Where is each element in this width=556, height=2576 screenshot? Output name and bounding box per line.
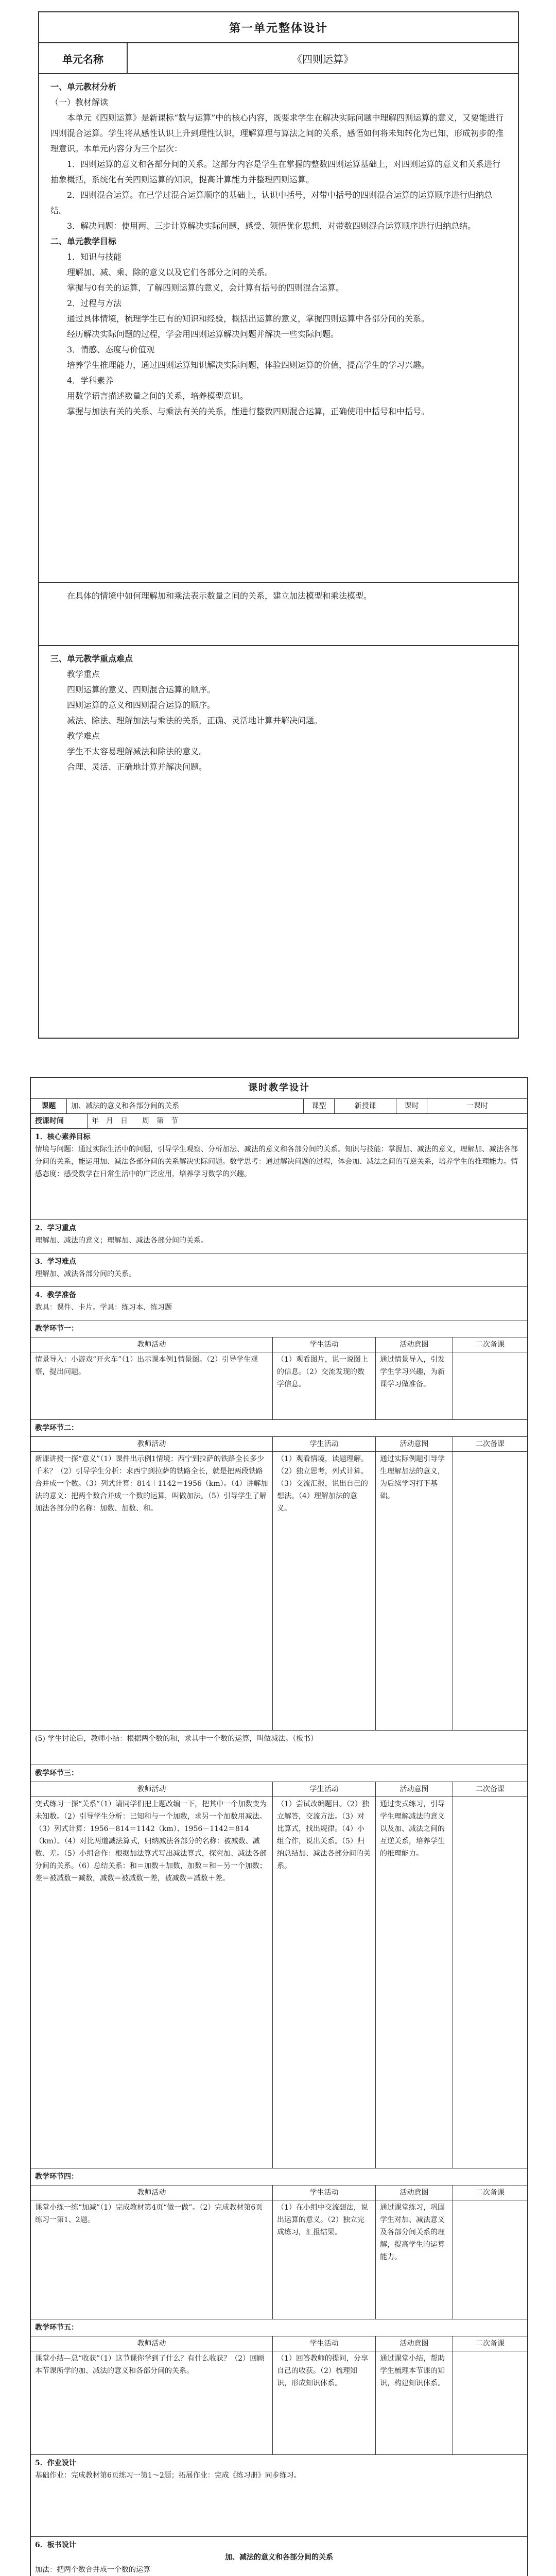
lesson-title: 课时教学设计: [31, 1078, 527, 1099]
lesson-design-table: [30, 1077, 528, 2576]
key-block: [31, 1220, 527, 1253]
stage5-revise: [453, 2351, 527, 2454]
key-2: 四则运算的意义和四则混合运算的顺序。: [67, 700, 216, 710]
board-block: [31, 2537, 527, 2576]
stage2-row: [31, 1452, 527, 1731]
analysis-p4: 3．解决问题：使用两、三步计算解决实际问题，感受、领悟优化思想，对带数四则混合运算顺序进行归纳总结。: [67, 221, 476, 231]
col-student-3: 学生活动: [273, 1782, 376, 1797]
col-intent-5: 活动意图: [376, 2336, 453, 2351]
col-revise-4: 二次备课: [476, 2189, 505, 2197]
unit-name-row: [39, 43, 518, 74]
board-line-1: 加法：把两个数合并成一个数的运算: [35, 2566, 150, 2574]
stage4-student: （1）在小组中交流想法，说出运算的意义。（2）独立完成练习，汇报结果。: [273, 2200, 376, 2319]
unit-design-table: [38, 11, 519, 1039]
goal-2b: 经历解决实际问题的过程，学会用四则运算解决问题并解决一些实际问题。: [67, 329, 339, 339]
stage1-intent: 通过情景导入，引发学生学习兴趣，为新课学习做准备。: [376, 1352, 453, 1419]
type-value: 新授课: [335, 1099, 396, 1113]
time-label: 授课时间: [31, 1114, 88, 1128]
goals-heading: 二、单元教学目标: [50, 236, 117, 246]
stage3-header-row: [31, 1782, 527, 1797]
stage5-heading: 教学环节五：: [31, 2319, 527, 2336]
situation-text: 在具体的情境中如何理解加和乘法表示数量之间的关系，建立加法模型和乘法模型。: [67, 591, 372, 601]
prep-heading: 4．教学准备: [35, 1291, 76, 1299]
unit-title: 第一单元整体设计: [39, 12, 518, 43]
stage3-row: [31, 1797, 527, 2168]
core-goal-text: 情境与问题：通过实际生活中的问题，引导学生观察、分析加法、减法的意义和各部分间的关系。知识与技能：掌握加、减法的意义，理解加、减法各部分间的关系，能运用加、减法各部分间的关系解决实际问题。数学思考：通过解决问题的过程，体会加、减法之间的互逆关系，培养学生的推理能力。情感态度：感受数学在日常生活中的广泛应用，培养学习数学的兴趣。: [35, 1145, 518, 1178]
key-heading: 2．学习重点: [35, 1224, 76, 1232]
unit-name-value: 《四则运算》: [292, 53, 354, 65]
stage3-heading: 教学环节三：: [31, 1765, 527, 1782]
prep-text: 教具：课件、卡片。学具：练习本、练习题: [35, 1303, 172, 1312]
core-goal-block: [31, 1129, 527, 1220]
analysis-p3: 2．四则混合运算。在已学过混合运算顺序的基础上，认识中括号，对带中括号的四则混合运算的运算顺序进行归纳总结。: [50, 190, 493, 215]
unit-analysis-section: [39, 74, 518, 583]
col-student-5: 学生活动: [273, 2336, 376, 2351]
stage2-heading: 教学环节二：: [31, 1420, 527, 1437]
stage3-revise: [453, 1797, 527, 2168]
col-intent: 活动意图: [376, 1337, 453, 1352]
col-intent-4: 活动意图: [376, 2185, 453, 2200]
homework-heading: 5．作业设计: [35, 2459, 76, 2467]
difficulty-heading: 3．学习难点: [35, 1258, 76, 1266]
stage5-teacher: 课堂小结—总“收获”（1）这节课你学到了什么？有什么收获？（2）回顾本节课所学的加、减法的意义和各部分间的关系。: [31, 2351, 273, 2454]
col-teacher-2: 教师活动: [31, 1437, 273, 1451]
goal-2a: 通过具体情境，梳理学生已有的知识和经验，概括出运算的意义，掌握四则运算中各部分间的关系。: [67, 314, 430, 324]
key-3: 减法、除法、理解加法与乘法的关系，正确、灵活地计算并解决问题。: [67, 716, 323, 725]
analysis-p2: 1．四则运算的意义和各部分间的关系。这部分内容是学生在掌握的整数四则运算基础上，对四则运算的意义和关系进行抽象概括，系统化有关四则运算的知识，提高计算能力并整理四则运算。: [50, 159, 501, 184]
col-intent-3: 活动意图: [376, 1782, 453, 1797]
col-intent-2: 活动意图: [376, 1437, 453, 1451]
analysis-heading: 一、单元教材分析: [50, 82, 117, 92]
time-value: 年 月 日 周 第 节: [92, 1117, 178, 1125]
stage5-student: （1）回答教师的提问，分享自己的收获。（2）梳理知识，形成知识体系。: [273, 2351, 376, 2454]
goal-1: 1．知识与技能: [67, 252, 122, 262]
stage1-revise: [453, 1352, 527, 1419]
lesson-time-row: [31, 1114, 527, 1129]
keypoints-heading: 三、单元教学重点难点: [50, 654, 133, 664]
stage1-teacher: 情景导入：小游戏“开火车”（1）出示课本例1情景图。（2）引导学生观察，提出问题。: [31, 1352, 273, 1419]
stage2-student: （1）观看情境，读题理解。（2）独立思考，列式计算。（3）交流汇报，说出自己的想法。（4）理解加法的意义。: [273, 1452, 376, 1730]
stage1-student: （1）观看图片，说一说图上的信息。（2）交流发现的数学信息。: [273, 1352, 376, 1419]
key-text: 理解加、减法的意义；理解加、减法各部分间的关系。: [35, 1236, 208, 1245]
stage3-intent: 通过变式练习，引导学生理解减法的意义以及加、减法之间的互逆关系，培养学生的推理能力。: [376, 1797, 453, 2168]
unit-situation-section: [39, 583, 518, 646]
col-student-4: 学生活动: [273, 2185, 376, 2200]
col-revise-2: 二次备课: [476, 1440, 505, 1448]
goal-2: 2．过程与方法: [67, 298, 122, 308]
stage1-heading: 教学环节一：: [31, 1320, 527, 1337]
stage2-teacher: 新课讲授一探“意义”（1）课件出示例1情境：西宁到拉萨的铁路全长多少千米？（2）引导学生分析：求西宁到拉萨的铁路全长，就是把两段铁路合并成一个数。（3）列式计算：814＋1142＝1956（km）。（4）讲解加法的意义：把两个数合并成一个数的运算，叫做加法。（5）引导学生了解加法各部分的名称：加数、加数、和。: [31, 1452, 273, 1730]
col-student-2: 学生活动: [273, 1437, 376, 1451]
stage2-intent: 通过实际例题引导学生理解加法的意义，为后续学习打下基础。: [376, 1452, 453, 1730]
stage4-heading: 教学环节四：: [31, 2168, 527, 2185]
col-teacher-5: 教师活动: [31, 2336, 273, 2351]
stage4-revise: [453, 2200, 527, 2319]
col-teacher-4: 教师活动: [31, 2185, 273, 2200]
goal-3a: 培养学生推理能力，通过四则运算知识解决实际问题，体验四则运算的价值，提高学生的学习兴趣。: [67, 360, 430, 370]
analysis-p1: 本单元《四则运算》是新课标“数与运算”中的核心内容，既要求学生在解决实际问题中理解四则运算的意义，又要能进行四则混合运算。学生将从感性认识上升到理性认识，理解算理与算法之间的关系，感悟如何将未知转化为已知，形成初步的推理意识。本单元内容分为三个层次：: [50, 113, 504, 154]
board-heading: 6．板书设计: [35, 2541, 76, 2549]
stage5-row: [31, 2351, 527, 2455]
key-label: 教学重点: [67, 669, 100, 679]
stage5-header-row: [31, 2336, 527, 2351]
stage3-student: （1）尝试改编题目。（2）独立解答，交流方法。（3）对比算式，找出规律。（4）小组合作，说出关系。（5）归纳总结加、减法各部分间的关系。: [273, 1797, 376, 2168]
analysis-sub1: （一）教材解读: [50, 97, 109, 107]
stage3-teacher: 变式练习一探“关系”（1）请同学们把上题改编一下，把其中一个加数变为未知数。（2）引导学生分析：已知和与一个加数，求另一个加数用减法。（3）列式计算：1956－814＝1142（km）、1956－1142＝814（km）。（4）对比两道减法算式，归纳减法各部分的名称：被减数、减数、差。（5）小组合作：根据加法算式写出减法算式，探究加、减法各部分间的关系。（6）总结关系：和＝加数＋加数，加数＝和－另一个加数；差＝被减数－减数，减数＝被减数－差，被减数＝减数＋差。: [31, 1797, 273, 2168]
goal-4a: 用数学语言描述数量之间的关系，培养模型意识。: [67, 391, 249, 401]
key-1: 四则运算的意义、四则混合运算的顺序。: [67, 685, 216, 694]
goal-1b: 掌握与0有关的运算，了解四则运算的意义，会计算有括号的四则混合运算。: [67, 283, 344, 293]
goal-1a: 理解加、减、乘、除的意义以及它们各部分之间的关系。: [67, 267, 273, 277]
difficulty-label: 教学难点: [67, 731, 100, 741]
goal-4b: 掌握与加法有关的关系、与乘法有关的关系，能进行整数四则混合运算，正确使用中括号和中括号。: [67, 406, 430, 416]
col-revise-3: 二次备课: [476, 1785, 505, 1793]
stage4-header-row: [31, 2185, 527, 2200]
col-revise: 二次备课: [476, 1341, 505, 1349]
col-revise-5: 二次备课: [476, 2340, 505, 2348]
lesson-topic-row: [31, 1099, 527, 1114]
stage1-header-row: [31, 1337, 527, 1352]
topic-value: 加、减法的意义和各部分间的关系: [67, 1099, 304, 1113]
period-value: 一课时: [466, 1102, 488, 1110]
period-label: 课时: [396, 1099, 427, 1113]
stage4-intent: 通过课堂练习，巩固学生对加、减法意义及各部分间关系的理解，提高学生的运算能力。: [376, 2200, 453, 2319]
homework-text: 基础作业：完成教材第6页练习一第1～2题；拓展作业：完成《练习册》同步练习。: [35, 2471, 301, 2480]
difficulty-1: 学生不太容易理解减法和除法的意义。: [67, 747, 207, 756]
difficulty-block: [31, 1253, 527, 1287]
core-goal-heading: 1．核心素养目标: [35, 1133, 91, 1141]
topic-label: 课题: [31, 1099, 67, 1113]
prep-block: [31, 1287, 527, 1320]
difficulty-text: 理解加、减法各部分间的关系。: [35, 1270, 136, 1278]
stage2-header-row: [31, 1437, 527, 1452]
difficulty-2: 合理、灵活、正确地计算并解决问题。: [67, 762, 207, 772]
stage2-summary: (5) 学生讨论后，教师小结：根据两个数的和，求其中一个数的运算，叫做减法。（板书）: [31, 1731, 527, 1765]
stage5-intent: 通过课堂小结，帮助学生梳理本节课的知识，构建知识体系。: [376, 2351, 453, 2454]
board-title: 加、减法的意义和各部分间的关系: [225, 2553, 333, 2562]
goal-3: 3．情感、态度与价值观: [67, 345, 155, 354]
homework-block: [31, 2455, 527, 2537]
unit-name-label: 单元名称: [39, 43, 128, 73]
unit-keypoints-section: [39, 646, 518, 1038]
stage1-row: [31, 1352, 527, 1420]
stage4-teacher: 课堂小练一练“加减”（1）完成教材第4页“做一做”。（2）完成教材第6页练习一第1、2题。: [31, 2200, 273, 2319]
col-teacher-3: 教师活动: [31, 1782, 273, 1797]
col-teacher: 教师活动: [31, 1337, 273, 1352]
stage2-revise: [453, 1452, 527, 1730]
goal-4: 4．学科素养: [67, 376, 114, 385]
col-student: 学生活动: [273, 1337, 376, 1352]
stage4-row: [31, 2200, 527, 2319]
type-label: 课型: [304, 1099, 335, 1113]
